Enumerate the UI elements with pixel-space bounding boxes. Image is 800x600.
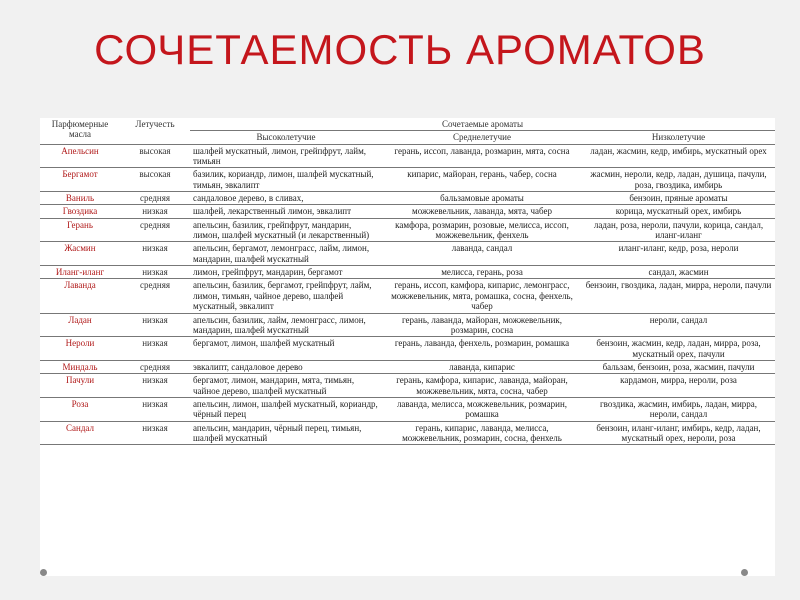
oil-name: Бергамот [40,168,120,192]
medium-volatile-cell: герань, иссоп, камфора, кипарис, лемонграсс, можжевельник, мята, ромашка, сосна, фенхель, чабер [382,279,582,313]
low-volatile-cell: жасмин, нероли, кедр, ладан, душица, пачули, роза, гвоздика, имбирь [582,168,775,192]
aroma-table-container [40,118,775,576]
volatility-value: низкая [120,205,190,218]
high-volatile-cell: бергамот, лимон, мандарин, мята, тимьян, чайное дерево, шалфей мускатный [190,374,382,398]
medium-volatile-cell: герань, иссоп, лаванда, розмарин, мята, сосна [382,144,582,168]
low-volatile-cell: бензоин, жасмин, кедр, ладан, мирра, роза, мускатный орех, пачули [582,337,775,361]
slide-dot-left [40,569,47,576]
medium-volatile-cell: можжевельник, лаванда, мята, чабер [382,205,582,218]
table-row [40,337,775,361]
volatility-value: высокая [120,168,190,192]
high-volatile-cell: шалфей мускатный, лимон, грейпфрут, лайм, тимьян [190,144,382,168]
table-row [40,168,775,192]
header-oil: Парфюмерные масла [40,118,120,144]
volatility-value: низкая [120,397,190,421]
volatility-value: низкая [120,313,190,337]
low-volatile-cell: иланг-иланг, кедр, роза, нероли [582,242,775,266]
medium-volatile-cell: мелисса, герань, роза [382,266,582,279]
volatility-value: низкая [120,374,190,398]
header-volatility: Летучесть [120,118,190,144]
volatility-value: средняя [120,218,190,242]
header-high: Высоколетучие [190,131,382,144]
oil-name: Апельсин [40,144,120,168]
low-volatile-cell: нероли, сандал [582,313,775,337]
low-volatile-cell: корица, мускатный орех, имбирь [582,205,775,218]
table-row [40,218,775,242]
medium-volatile-cell: лаванда, кипарис [382,360,582,373]
header-compatible: Сочетаемые ароматы [190,118,775,131]
volatility-value: низкая [120,242,190,266]
medium-volatile-cell: лаванда, мелисса, можжевельник, розмарин, ромашка [382,397,582,421]
aroma-table [40,118,775,445]
low-volatile-cell: гвоздика, жасмин, имбирь, ладан, мирра, нероли, сандал [582,397,775,421]
table-row [40,192,775,205]
medium-volatile-cell: герань, лаванда, майоран, можжевельник, розмарин, сосна [382,313,582,337]
medium-volatile-cell: герань, лаванда, фенхель, розмарин, ромашка [382,337,582,361]
high-volatile-cell: апельсин, базилик, грейпфрут, мандарин, лимон, шалфей мускатный (и лекарственный) [190,218,382,242]
low-volatile-cell: ладан, жасмин, кедр, имбирь, мускатный орех [582,144,775,168]
high-volatile-cell: шалфей, лекарственный лимон, эвкалипт [190,205,382,218]
high-volatile-cell: эвкалипт, сандаловое дерево [190,360,382,373]
volatility-value: средняя [120,360,190,373]
table-row [40,397,775,421]
oil-name: Иланг-иланг [40,266,120,279]
oil-name: Сандал [40,421,120,445]
high-volatile-cell: апельсин, лимон, шалфей мускатный, кориандр, чёрный перец [190,397,382,421]
oil-name: Ваниль [40,192,120,205]
table-row [40,313,775,337]
medium-volatile-cell: камфора, розмарин, розовые, мелисса, иссоп, можжевельник, фенхель [382,218,582,242]
header-row [40,118,775,131]
volatility-value: средняя [120,192,190,205]
low-volatile-cell: ладан, роза, нероли, пачули, корица, сандал, иланг-иланг [582,218,775,242]
oil-name: Гвоздика [40,205,120,218]
low-volatile-cell: сандал, жасмин [582,266,775,279]
low-volatile-cell: бензоин, пряные ароматы [582,192,775,205]
volatility-value: низкая [120,337,190,361]
oil-name: Пачули [40,374,120,398]
table-row [40,144,775,168]
medium-volatile-cell: лаванда, сандал [382,242,582,266]
medium-volatile-cell: герань, кипарис, лаванда, мелисса, можжевельник, розмарин, сосна, фенхель [382,421,582,445]
table-row [40,360,775,373]
page-title: СОЧЕТАЕМОСТЬ АРОМАТОВ [94,26,706,73]
oil-name: Нероли [40,337,120,361]
high-volatile-cell: апельсин, бергамот, лемонграсс, лайм, лимон, мандарин, шалфей мускатный [190,242,382,266]
header-low: Низколетучие [582,131,775,144]
medium-volatile-cell: кипарис, майоран, герань, чабер, сосна [382,168,582,192]
volatility-value: низкая [120,266,190,279]
oil-name: Лаванда [40,279,120,313]
oil-name: Роза [40,397,120,421]
table-row [40,205,775,218]
volatility-value: низкая [120,421,190,445]
oil-name: Жасмин [40,242,120,266]
high-volatile-cell: лимон, грейпфрут, мандарин, бергамот [190,266,382,279]
low-volatile-cell: бензоин, гвоздика, ладан, мирра, нероли, пачули [582,279,775,313]
medium-volatile-cell: герань, камфора, кипарис, лаванда, майоран, можжевельник, мята, сосна, чабер [382,374,582,398]
volatility-value: средняя [120,279,190,313]
table-body [40,144,775,445]
low-volatile-cell: бальзам, бензоин, роза, жасмин, пачули [582,360,775,373]
high-volatile-cell: базилик, кориандр, лимон, шалфей мускатный, тимьян, эвкалипт [190,168,382,192]
high-volatile-cell: бергамот, лимон, шалфей мускатный [190,337,382,361]
oil-name: Миндаль [40,360,120,373]
low-volatile-cell: кардамон, мирра, нероли, роза [582,374,775,398]
table-row [40,242,775,266]
oil-name: Ладан [40,313,120,337]
high-volatile-cell: апельсин, базилик, лайм, лемонграсс, лимон, мандарин, шалфей мускатный [190,313,382,337]
table-row [40,266,775,279]
header-medium: Среднелетучие [382,131,582,144]
oil-name: Герань [40,218,120,242]
high-volatile-cell: апельсин, мандарин, чёрный перец, тимьян, шалфей мускатный [190,421,382,445]
table-row [40,374,775,398]
slide-dot-right [741,569,748,576]
low-volatile-cell: бензоин, иланг-иланг, имбирь, кедр, ладан, мускатный орех, нероли, роза [582,421,775,445]
table-row [40,421,775,445]
high-volatile-cell: сандаловое дерево, в сливах, [190,192,382,205]
table-row [40,279,775,313]
high-volatile-cell: апельсин, базилик, бергамот, грейпфрут, лайм, лимон, тимьян, чайное дерево, шалфей мускатный, эвкалипт [190,279,382,313]
volatility-value: высокая [120,144,190,168]
medium-volatile-cell: бальзамовые ароматы [382,192,582,205]
